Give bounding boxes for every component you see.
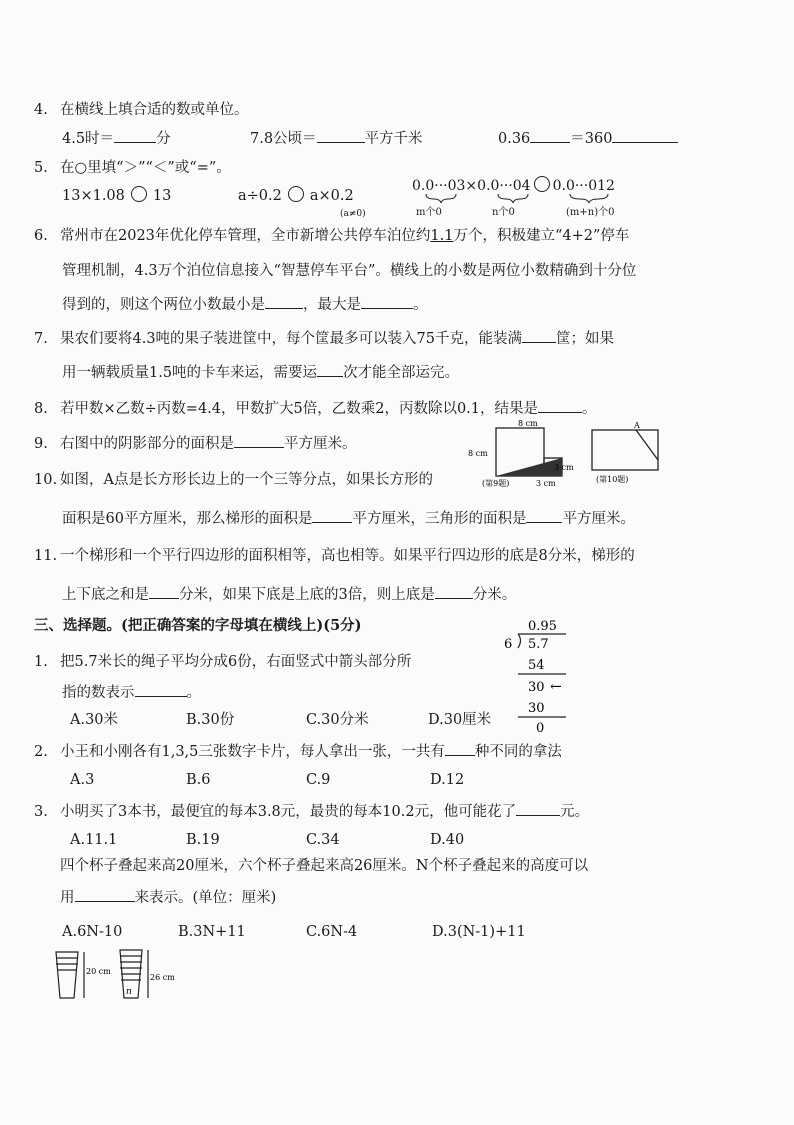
cup-stack-6 [120,950,148,998]
q5-c-m-label: m个0 [416,207,442,218]
q8-result-blank[interactable] [538,398,582,413]
division-quotient: 0.95 [528,619,557,634]
c1-text-1: 把5.7米长的绳子平均分成6份，右面竖式中箭头部分所 [60,654,412,670]
q4-item-c [498,128,678,149]
fig9-top-label: 8 cm [518,419,538,428]
q4-item-b [250,128,423,149]
q7-text-4: 次才能全部运完。 [343,365,460,381]
q11-line1 [34,546,635,566]
q6-line3 [62,294,428,315]
c4-option-b[interactable]: B.3N+11 [178,924,246,940]
c4-text-2: 来表示。(单位：厘米) [134,890,277,906]
c2-option-a[interactable]: A.3 [70,772,95,788]
q5-a-right: 13 [152,188,172,204]
q9-text-1: 右图中的阴影部分的面积是 [60,436,234,452]
q7-text-3: 用一辆载质量1.5吨的卡车来运，需要运 [62,365,318,381]
q5-c-mn-label: (m+n)个0 [566,207,615,218]
q10-text-4: 平方厘米。 [562,511,635,527]
section-3-title: 三、选择题。(把正确答案的字母填在横线上)(5分) [34,617,362,634]
c2-text-2: 种不同的拿法 [474,744,562,760]
q4-b-text: 7.8公顷＝ [250,131,317,147]
q7-baskets-blank[interactable] [522,328,556,343]
q4-b-unit: 平方千米 [364,131,423,147]
c4-answer-blank[interactable] [75,887,135,902]
c3-option-c[interactable]: C.34 [306,832,340,848]
q5-c-left: 0.0···03×0.0···04 [412,178,531,194]
fig9-right-label: 3 cm [554,463,574,472]
fig9-shaded-triangle [496,458,562,476]
q5-b-circle[interactable] [288,186,304,202]
q4-item-a [62,128,171,149]
q7-number: 7. [34,331,48,347]
c3-line [34,801,589,822]
c1-text-2: 指的数表示 [62,685,135,701]
c1-line1 [34,652,411,672]
c4-line2 [60,887,276,908]
q4-stem: 在横线上填合适的数或单位。 [60,102,249,118]
q4-number: 4. [34,102,48,118]
q10-text-1: 如图，A点是长方形长边上的一个三等分点，如果长方形的 [60,472,433,488]
c2-text-1: 小王和小刚各有1,3,5三张数字卡片，每人拿出一张，一共有 [60,744,445,760]
division-product-2: 30 [528,701,545,716]
c2-answer-blank[interactable] [445,741,475,756]
q6-text-4: ，最大是 [303,297,361,313]
figure-10 [588,420,668,486]
q6-line1 [34,226,629,246]
division-remainder-2: 0 [536,721,545,734]
c4-line1: 四个杯子叠起来高20厘米，六个杯子叠起来高26厘米。N个杯子叠起来的高度可以 [60,858,589,874]
division-remainder-1: 30 [528,680,545,695]
c1-number: 1. [34,654,48,670]
q6-underlined-number: 1.1 [430,228,454,244]
q4-c-blank1[interactable] [530,128,570,143]
q10-line2 [62,508,635,529]
c3-number: 3. [34,804,48,820]
c1-option-b[interactable]: B.30份 [186,712,235,728]
cups-figure [50,948,190,1004]
q10-line1 [34,470,433,490]
q6-text-5: 。 [413,297,428,313]
q4-c-mid: ＝360 [570,131,613,147]
q7-text-1: 果农们要将4.3吨的果子装进筐中，每个筐最多可以装入75千克，能装满 [60,331,523,347]
q11-text-1: 一个梯形和一个平行四边形的面积相等，高也相等。如果平行四边形的底是8分米，梯形的 [60,548,635,564]
long-division [496,618,586,734]
q11-sum-blank[interactable] [149,584,179,599]
q6-min-blank[interactable] [265,294,303,309]
fig10-cut-line [636,430,658,460]
q4-a-text: 4.5时＝ [62,131,115,147]
fig9-left-label: 8 cm [468,449,488,458]
c2-number: 2. [34,744,48,760]
q7-line1 [34,328,614,349]
q4-c-blank2[interactable] [612,128,678,143]
c4-option-d[interactable]: D.3(N-1)+11 [432,924,526,940]
q8-number: 8. [34,401,48,417]
c4-option-a[interactable]: A.6N-10 [62,924,123,940]
q11-number: 11. [34,548,58,564]
q9-line [34,433,357,454]
q5-c-n-label: n个0 [492,207,515,218]
q4-stem-line [34,100,249,120]
cups-n-mark: n [126,987,132,997]
q4-a-blank[interactable] [114,128,156,143]
q8-text-1: 若甲数×乙数÷丙数=4.4，甲数扩大5倍，乙数乘2，丙数除以0.1，结果是 [60,401,539,417]
fig9-bottom-label: 3 cm [536,479,556,488]
c4-text-1: 用 [60,890,75,906]
q6-text-2: 万个，积极建立“4+2”停车 [453,228,630,244]
c3-answer-blank[interactable] [516,801,560,816]
q5-a-circle[interactable] [131,186,147,202]
cup-stack-4 [56,952,84,998]
q11-line2 [62,584,516,605]
c2-option-b[interactable]: B.6 [186,772,211,788]
q5-item-b [238,186,354,206]
c1-text-3: 。 [186,685,201,701]
c3-option-a[interactable]: A.11.1 [70,832,118,848]
q5-b-condition: (a≠0) [340,209,366,219]
q5-stem: 在○里填“＞”“＜”或“=”。 [60,160,231,176]
c4-option-c[interactable]: C.6N-4 [306,924,358,940]
q5-stem-line [34,158,231,178]
q6-number: 6. [34,228,48,244]
q5-a-left: 13×1.08 [62,188,125,204]
q5-b-left: a÷0.2 [238,188,282,204]
division-dividend: 5.7 [528,637,549,652]
q10-text-3: 平方厘米，三角形的面积是 [352,511,527,527]
c1-option-a[interactable]: A.30米 [70,712,119,728]
fig9-caption: (第9题) [482,479,510,488]
c2-option-d[interactable]: D.12 [430,772,465,788]
figure-9 [466,418,576,494]
q6-line2: 管理机制，4.3万个泊位信息接入“智慧停车平台”。横线上的小数是两位小数精确到十分位 [62,263,637,279]
q5-b-right: a×0.2 [309,188,354,204]
q7-trips-blank[interactable] [317,362,343,377]
q4-a-unit: 分 [156,131,171,147]
fig10-point-label: A [634,421,640,430]
division-product-1: 54 [528,658,545,673]
division-divisor: 6 [504,637,513,652]
q5-c-circle[interactable] [534,176,550,192]
c2-line [34,741,562,762]
q5-number: 5. [34,160,48,176]
q10-number: 10. [34,472,58,488]
q11-text-4: 分米。 [472,587,517,603]
q8-line [34,398,597,419]
q11-text-2: 上下底之和是 [62,587,149,603]
q10-text-2: 面积是60平方厘米，那么梯形的面积是 [62,511,313,527]
fig10-caption: (第10题) [596,475,629,484]
q9-area-blank[interactable] [234,433,284,448]
c2-option-c[interactable]: C.9 [306,772,331,788]
c3-option-d[interactable]: D.40 [430,832,465,848]
fig10-rectangle [592,430,658,470]
c3-text-2: 元。 [560,804,590,820]
q10-trapezoid-blank[interactable] [312,508,352,523]
q6-text-3: 得到的，则这个两位小数最小是 [62,297,265,313]
division-arrow-icon: ← [550,679,562,695]
q8-text-2: 。 [582,401,597,417]
cups-label-20: 20 cm [86,967,111,976]
c3-text-1: 小明买了3本书，最便宜的每本3.8元，最贵的每本10.2元，他可能花了 [60,804,517,820]
q5-c-right: 0.0···012 [552,178,615,194]
c1-answer-blank[interactable] [135,682,187,697]
q11-text-3: 分米，如果下底是上底的3倍，则上底是 [179,587,435,603]
c3-option-b[interactable]: B.19 [186,832,220,848]
c1-line2 [62,682,201,703]
q7-text-2: 筐；如果 [556,331,615,347]
q9-number: 9. [34,436,48,452]
q6-max-blank[interactable] [361,294,413,309]
q4-c-text: 0.36 [498,131,531,147]
q5-item-a [62,186,171,206]
q11-upper-blank[interactable] [435,584,473,599]
c1-option-d[interactable]: D.30厘米 [428,712,492,728]
q4-b-blank[interactable] [317,128,365,143]
q6-text-1: 常州市在2023年优化停车管理，全市新增公共停车泊位约 [60,228,431,244]
cups-label-26: 26 cm [150,973,175,982]
c1-option-c[interactable]: C.30分米 [306,712,369,728]
q7-line2 [62,362,459,383]
q10-triangle-blank[interactable] [526,508,562,523]
q9-text-2: 平方厘米。 [284,436,357,452]
